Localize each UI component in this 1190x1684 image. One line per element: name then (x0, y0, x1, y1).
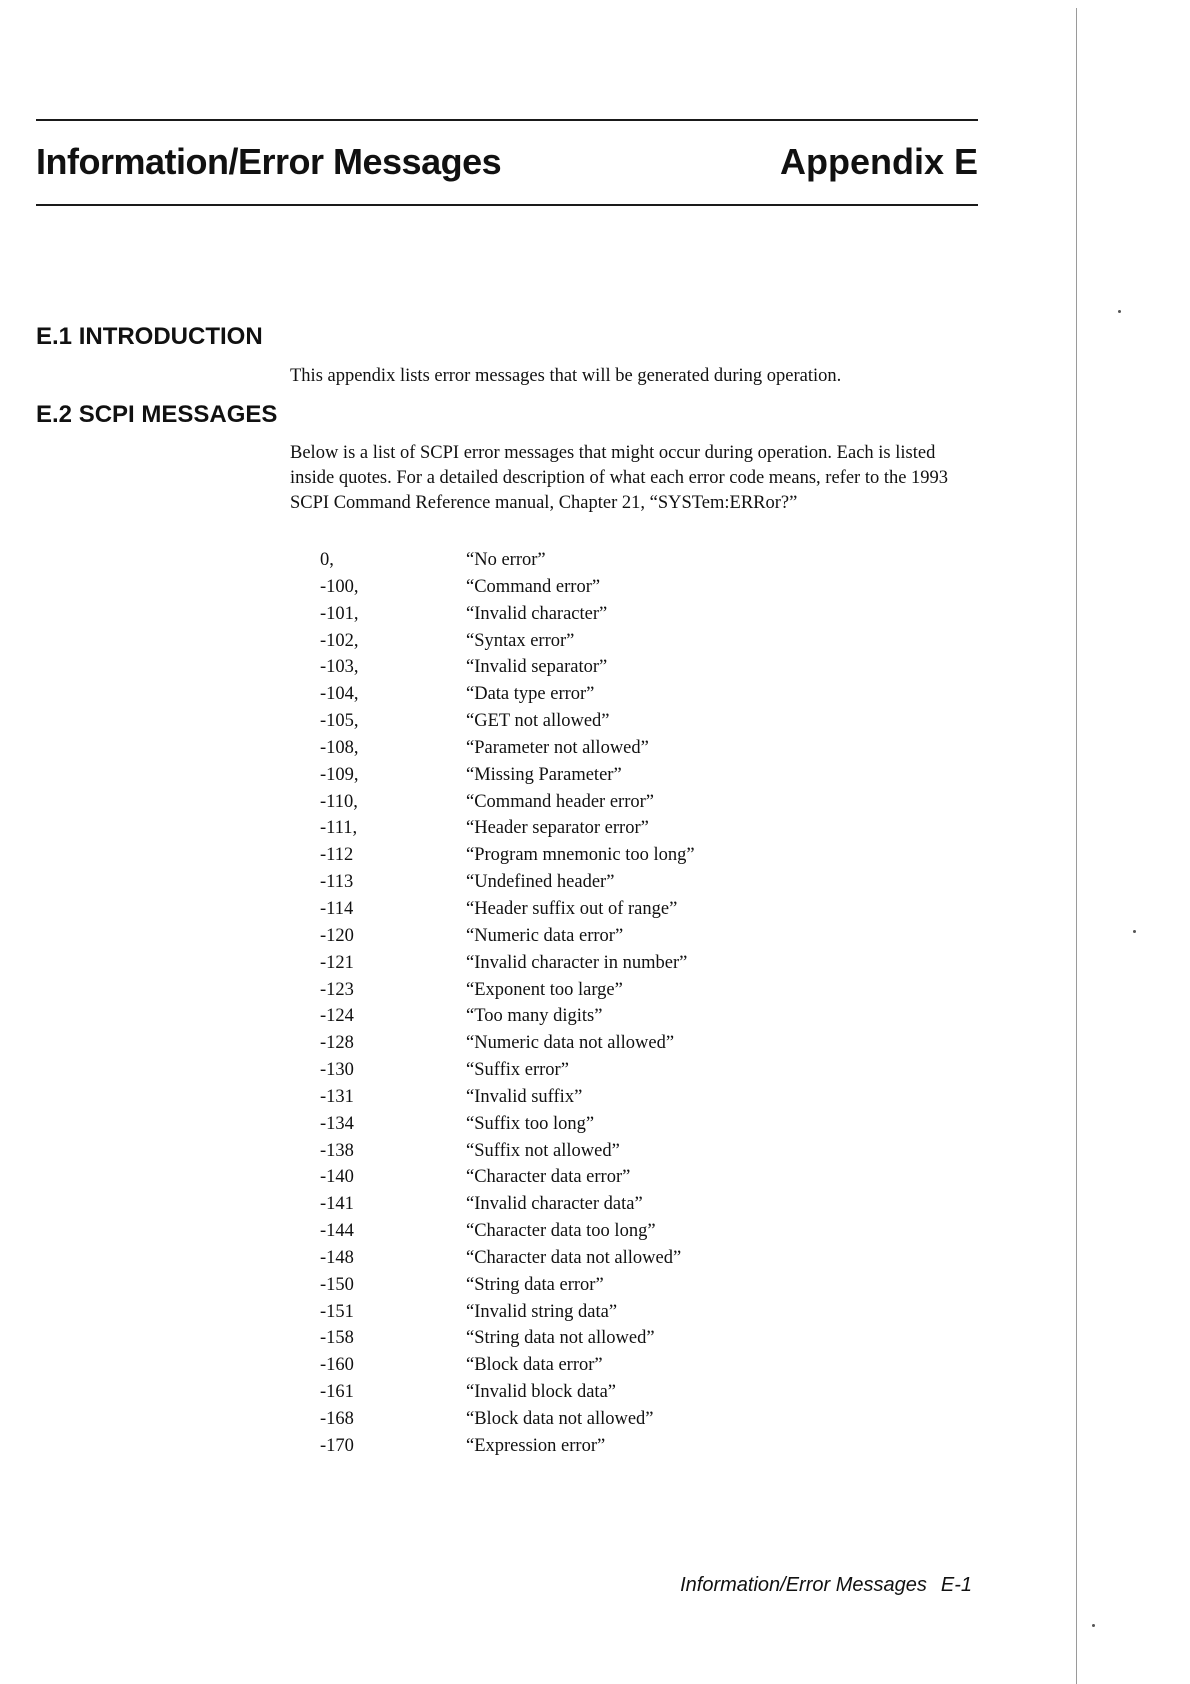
error-code: -158 (320, 1328, 354, 1349)
error-row (320, 681, 695, 708)
scpi-intro-paragraph: Below is a list of SCPI error messages that might occur during operation. Each is listed inside quotes. For a detailed description of what each error code means, refer to the 1993 SCPI Command Reference manual, Chapter 21, “SYSTem:ERRor?” (290, 443, 949, 513)
error-message: “Undefined header” (466, 872, 615, 893)
error-row (320, 1433, 695, 1460)
error-row (320, 1272, 695, 1299)
error-code: -123 (320, 979, 354, 1000)
error-code: -140 (320, 1167, 354, 1188)
error-row (320, 896, 695, 923)
error-message: “Missing Parameter” (466, 764, 622, 785)
error-message: “Exponent too large” (466, 979, 623, 1000)
error-message: “Suffix error” (466, 1060, 569, 1081)
error-code: -161 (320, 1382, 354, 1403)
error-row (320, 1218, 695, 1245)
error-row (320, 762, 695, 789)
error-row (320, 869, 695, 896)
error-code: -100, (320, 576, 359, 597)
scan-edge-line (1076, 8, 1077, 1684)
error-message: “Numeric data error” (466, 925, 624, 946)
error-code: 0, (320, 550, 334, 570)
error-row (320, 1164, 695, 1191)
error-code: -150 (320, 1274, 354, 1295)
error-row (320, 977, 695, 1004)
error-message: “No error” (466, 550, 546, 570)
chapter-title: Information/Error Messages (36, 141, 502, 182)
error-message: “Block data error” (466, 1355, 603, 1376)
error-row (320, 1191, 695, 1218)
error-code: -141 (320, 1194, 354, 1215)
error-code: -105, (320, 711, 359, 732)
error-code: -151 (320, 1301, 354, 1322)
error-row (320, 601, 695, 628)
error-message: “Invalid character” (466, 603, 608, 624)
error-row (320, 1406, 695, 1433)
error-row (320, 1299, 695, 1326)
error-message: “Suffix not allowed” (466, 1140, 620, 1161)
error-code: -114 (320, 898, 354, 919)
error-row (320, 547, 695, 574)
error-row (320, 1111, 695, 1138)
header-top-rule (36, 119, 978, 121)
error-code: -170 (320, 1435, 354, 1456)
scan-speck (1133, 930, 1136, 933)
error-code: -112 (320, 845, 354, 866)
error-message: “Header separator error” (466, 818, 649, 839)
error-code: -104, (320, 684, 359, 705)
error-row (320, 789, 695, 816)
error-code: -138 (320, 1140, 354, 1161)
error-message-list (320, 547, 695, 1460)
error-message: “String data not allowed” (466, 1328, 655, 1349)
error-row (320, 1138, 695, 1165)
error-message: “Invalid character data” (466, 1194, 643, 1215)
footer-page-number: E-1 (940, 1574, 972, 1596)
section-heading-introduction: E.1 INTRODUCTION (36, 323, 263, 350)
error-code: -144 (320, 1221, 354, 1242)
error-code: -121 (320, 952, 354, 973)
error-row (320, 1352, 695, 1379)
error-code: -128 (320, 1033, 354, 1054)
error-message: “Data type error” (466, 684, 595, 705)
error-message: “Invalid string data” (466, 1301, 618, 1322)
section-heading-scpi-messages: E.2 SCPI MESSAGES (36, 401, 278, 428)
error-row (320, 1084, 695, 1111)
error-row (320, 950, 695, 977)
error-row (320, 815, 695, 842)
scan-speck (1092, 1624, 1095, 1627)
error-code: -134 (320, 1113, 354, 1134)
scan-speck (1118, 310, 1121, 313)
error-row (320, 1245, 695, 1272)
error-code: -131 (320, 1086, 354, 1107)
error-message: “String data error” (466, 1274, 604, 1295)
error-code: -148 (320, 1247, 354, 1268)
error-message: “Invalid separator” (466, 657, 608, 678)
error-message: “Invalid character in number” (466, 952, 688, 973)
error-row (320, 1003, 695, 1030)
introduction-paragraph: This appendix lists error messages that will be generated during operation. (290, 366, 842, 386)
error-code: -130 (320, 1060, 354, 1081)
page-footer (680, 1572, 972, 1598)
appendix-label: Appendix E (779, 141, 978, 182)
error-row (320, 842, 695, 869)
error-row (320, 654, 695, 681)
error-message: “Syntax error” (466, 630, 575, 651)
error-code: -111, (320, 818, 358, 839)
error-message: “Character data too long” (466, 1221, 656, 1242)
error-row (320, 735, 695, 762)
error-code: -103, (320, 657, 359, 678)
error-row (320, 708, 695, 735)
error-code: -102, (320, 630, 359, 651)
error-message: “Header suffix out of range” (466, 898, 678, 919)
error-message: “Character data error” (466, 1167, 631, 1188)
error-code: -120 (320, 925, 354, 946)
error-code: -109, (320, 764, 359, 785)
error-message: “Command error” (466, 576, 601, 597)
error-row (320, 923, 695, 950)
error-message: “Parameter not allowed” (466, 737, 649, 758)
error-code: -124 (320, 1006, 354, 1027)
error-message: “Program mnemonic too long” (466, 845, 695, 866)
error-message: “Expression error” (466, 1435, 606, 1456)
error-row (320, 1325, 695, 1352)
error-message: “Block data not allowed” (466, 1409, 654, 1429)
error-message: “Character data not allowed” (466, 1247, 682, 1268)
error-row (320, 1379, 695, 1406)
error-row (320, 574, 695, 601)
error-row (320, 628, 695, 655)
error-code: -110, (320, 791, 358, 812)
error-code: -101, (320, 603, 359, 624)
footer-title: Information/Error Messages (680, 1574, 927, 1596)
error-message: “Too many digits” (466, 1006, 603, 1027)
error-code: -108, (320, 737, 359, 758)
error-message: “GET not allowed” (466, 711, 610, 732)
error-row (320, 1057, 695, 1084)
header-bottom-rule (36, 204, 978, 206)
error-code: -113 (320, 872, 354, 893)
error-message: “Invalid block data” (466, 1382, 616, 1403)
error-row (320, 1030, 695, 1057)
error-message: “Command header error” (466, 791, 654, 812)
error-message: “Numeric data not allowed” (466, 1033, 675, 1054)
error-code: -168 (320, 1409, 354, 1429)
error-message: “Invalid suffix” (466, 1086, 583, 1107)
error-code: -160 (320, 1355, 354, 1376)
error-message: “Suffix too long” (466, 1113, 595, 1134)
